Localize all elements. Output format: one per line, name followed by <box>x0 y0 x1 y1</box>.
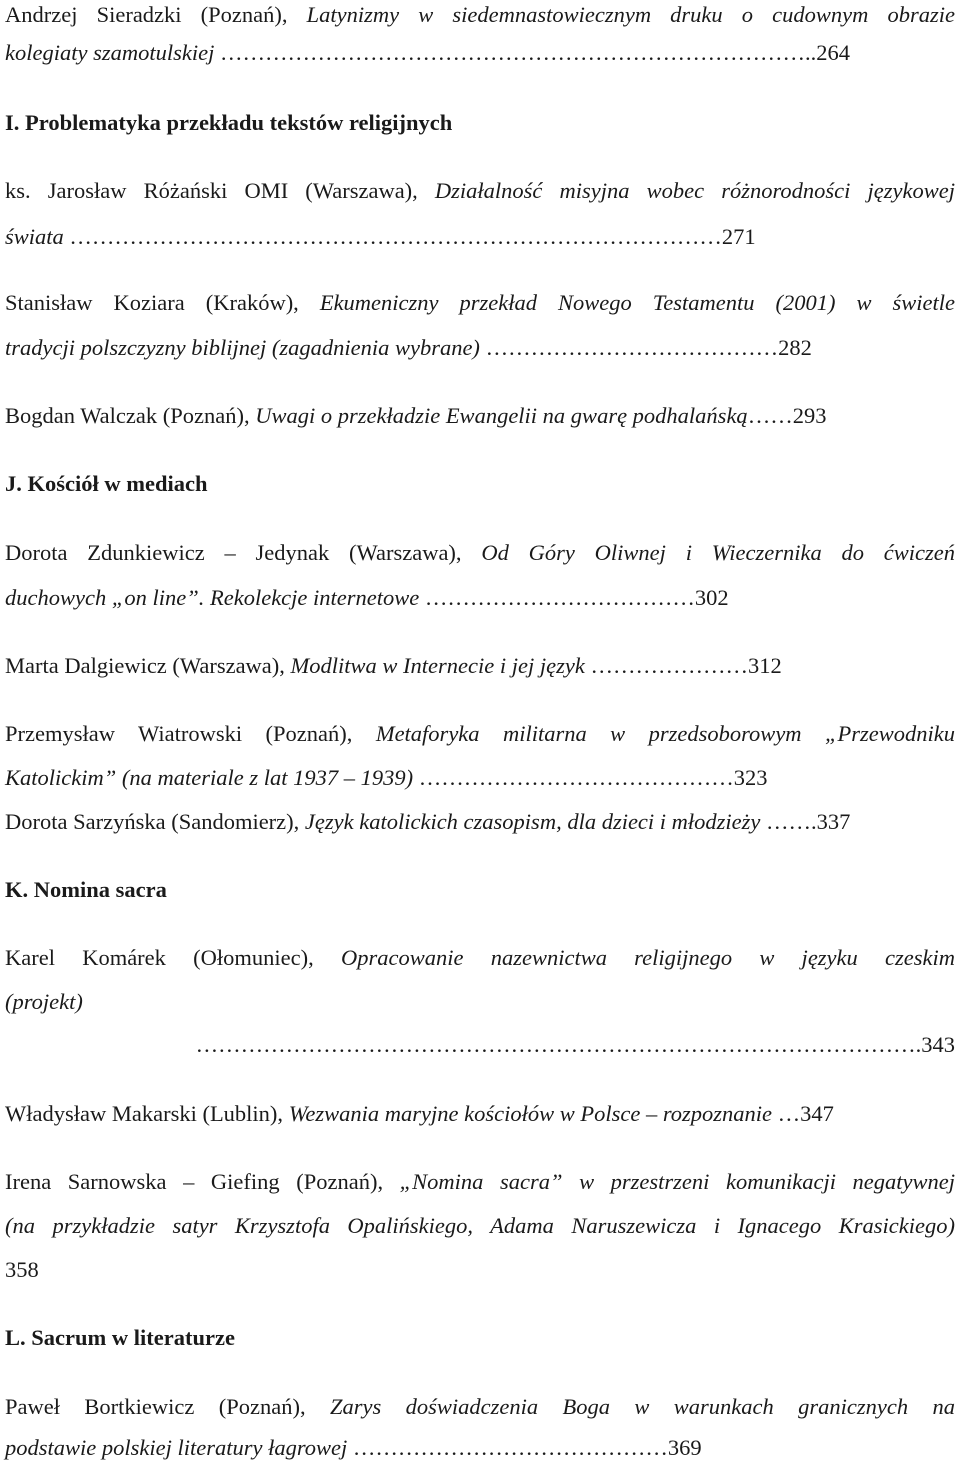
section-heading: K. Nomina sacra <box>5 877 167 902</box>
section-heading: J. Kościół w mediach <box>5 471 208 496</box>
toc-entry-line: kolegiaty szamotulskiej ……………………………………………………………………..264 <box>5 40 850 65</box>
toc-entry-line: (projekt) <box>5 989 83 1014</box>
toc-entry-line: Marta Dalgiewicz (Warszawa), Modlitwa w Internecie i jej język …………………312 <box>5 653 782 678</box>
toc-entry-line: Władysław Makarski (Lublin), Wezwania maryjne kościołów w Polsce – rozpoznanie …347 <box>5 1101 834 1126</box>
section-heading: L. Sacrum w literaturze <box>5 1325 235 1350</box>
toc-entry-line: Dorota Zdunkiewicz – Jedynak (Warszawa), Od Góry Oliwnej i Wieczernika do ćwiczeń <box>5 540 955 565</box>
toc-entry-line: Katolickim” (na materiale z lat 1937 – 1939) ……………………………………323 <box>5 765 768 790</box>
toc-entry-line: Andrzej Sieradzki (Poznań), Latynizmy w siedemnastowiecznym druku o cudownym obrazie <box>5 2 955 27</box>
toc-entry-line: Irena Sarnowska – Giefing (Poznań), „Nomina sacra” w przestrzeni komunikacji negatywnej <box>5 1169 955 1194</box>
section-heading: I. Problematyka przekładu tekstów religijnych <box>5 110 453 135</box>
toc-entry-line: podstawie polskiej literatury łagrowej ……………………………………369 <box>5 1435 702 1460</box>
toc-entry-line: Przemysław Wiatrowski (Poznań), Metaforyka militarna w przedsoborowym „Przewodniku <box>5 721 955 746</box>
toc-entry-line: tradycji polszczyzny biblijnej (zagadnienia wybrane) …………………………………282 <box>5 335 812 360</box>
toc-entry-line: …………………………………………………………………………………….343 <box>195 1032 955 1057</box>
toc-entry-line: 358 <box>5 1257 39 1282</box>
toc-entry-line: duchowych „on line”. Rekolekcje internetowe ………………………………302 <box>5 585 729 610</box>
toc-entry-line: Dorota Sarzyńska (Sandomierz), Język katolickich czasopism, dla dzieci i młodzieży …….337 <box>5 809 851 834</box>
toc-entry-line: (na przykładzie satyr Krzysztofa Opalińskiego, Adama Naruszewicza i Ignacego Krasickiego) <box>5 1213 955 1238</box>
toc-entry-line: Paweł Bortkiewicz (Poznań), Zarys doświadczenia Boga w warunkach granicznych na <box>5 1394 956 1419</box>
toc-entry-line: Stanisław Koziara (Kraków), Ekumeniczny przekład Nowego Testamentu (2001) w świetle <box>5 290 955 315</box>
toc-entry-line: ks. Jarosław Różański OMI (Warszawa), Działalność misyjna wobec różnorodności językowej <box>5 178 955 203</box>
toc-entry-line: Karel Komárek (Ołomuniec), Opracowanie nazewnictwa religijnego w języku czeskim <box>5 945 955 970</box>
toc-entry-line: Bogdan Walczak (Poznań), Uwagi o przekładzie Ewangelii na gwarę podhalańską……293 <box>5 403 827 428</box>
toc-entry-line: świata ……………………………………………………………………………271 <box>5 224 756 249</box>
